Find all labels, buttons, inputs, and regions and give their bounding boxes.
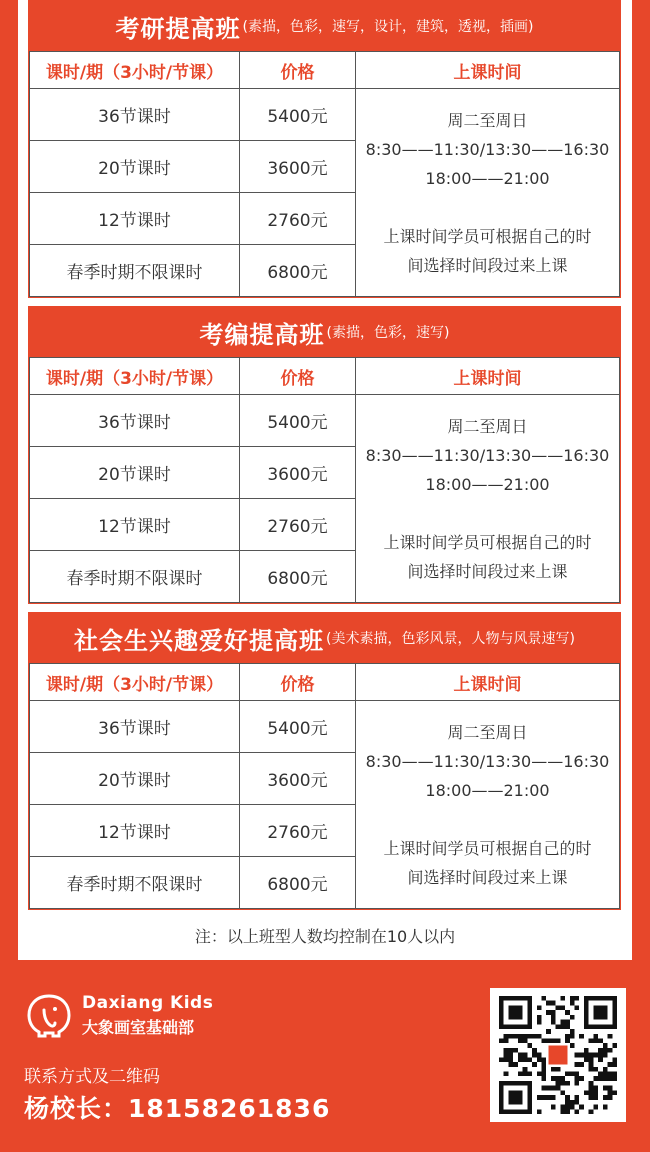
col-header-time: 上课时间 — [356, 664, 620, 701]
row-label: 20节课时 — [30, 447, 240, 499]
class-header — [29, 307, 620, 357]
schedule-note-1: 上课时间学员可根据自己的时 — [383, 226, 592, 246]
class-title: 社会生兴趣爱好提高班 — [74, 626, 325, 655]
row-label: 12节课时 — [30, 499, 240, 551]
elephant-logo-icon — [24, 992, 74, 1038]
row-price: 5400元 — [240, 89, 356, 141]
col-header-time: 上课时间 — [356, 52, 620, 89]
schedule-slot2: 18:00——21:00 — [425, 474, 550, 494]
schedule-days: 周二至周日 — [447, 110, 528, 130]
row-label: 36节课时 — [30, 701, 240, 753]
schedule-days: 周二至周日 — [447, 416, 528, 436]
schedule-slot2: 18:00——21:00 — [425, 168, 550, 188]
schedule-note-2: 间选择时间段过来上课 — [407, 561, 568, 581]
table-row — [30, 395, 620, 447]
row-label: 春季时期不限课时 — [30, 245, 240, 297]
schedule-days: 周二至周日 — [447, 722, 528, 742]
row-price: 3600元 — [240, 753, 356, 805]
table-header-row — [30, 52, 620, 89]
row-label: 36节课时 — [30, 89, 240, 141]
col-header-price: 价格 — [240, 52, 356, 89]
brand-name-en: Daxiang Kids — [82, 992, 214, 1013]
row-label: 20节课时 — [30, 141, 240, 193]
col-header-price: 价格 — [240, 358, 356, 395]
row-label: 12节课时 — [30, 193, 240, 245]
class-title: 考研提高班 — [115, 14, 241, 43]
row-label: 春季时期不限课时 — [30, 857, 240, 909]
col-header-hours: 课时/期（3小时/节课） — [30, 358, 240, 395]
row-price: 6800元 — [240, 857, 356, 909]
price-table — [29, 663, 620, 909]
schedule-slot1: 8:30——11:30/13:30——16:30 — [365, 445, 610, 465]
schedule-slot1: 8:30——11:30/13:30——16:30 — [365, 751, 610, 771]
price-table — [29, 51, 620, 297]
schedule-cell — [356, 89, 620, 297]
table-header-row — [30, 358, 620, 395]
contact-phone: 杨校长：18158261836 — [24, 1094, 331, 1123]
row-price: 5400元 — [240, 395, 356, 447]
schedule-note-1: 上课时间学员可根据自己的时 — [383, 532, 592, 552]
price-table — [29, 357, 620, 603]
table-row — [30, 89, 620, 141]
schedule-note-2: 间选择时间段过来上课 — [407, 867, 568, 887]
class-subtitle: (美术素描，色彩风景，人物与风景速写) — [326, 631, 575, 647]
qr-code-pattern — [498, 996, 618, 1114]
brand-logo — [24, 992, 213, 1038]
col-header-price: 价格 — [240, 664, 356, 701]
schedule-slot2: 18:00——21:00 — [425, 780, 550, 800]
class-header — [29, 613, 620, 663]
class-title: 考编提高班 — [199, 320, 325, 349]
row-price: 5400元 — [240, 701, 356, 753]
row-label: 20节课时 — [30, 753, 240, 805]
col-header-hours: 课时/期（3小时/节课） — [30, 664, 240, 701]
brand-name-cn: 大象画室基础部 — [82, 1017, 195, 1037]
schedule-note-1: 上课时间学员可根据自己的时 — [383, 838, 592, 858]
row-price: 2760元 — [240, 499, 356, 551]
contact-label: 联系方式及二维码 — [24, 1067, 160, 1087]
row-label: 春季时期不限课时 — [30, 551, 240, 603]
schedule-cell — [356, 395, 620, 603]
class-header — [29, 1, 620, 51]
schedule-slot1: 8:30——11:30/13:30——16:30 — [365, 139, 610, 159]
row-label: 36节课时 — [30, 395, 240, 447]
row-label: 12节课时 — [30, 805, 240, 857]
row-price: 3600元 — [240, 447, 356, 499]
col-header-time: 上课时间 — [356, 358, 620, 395]
schedule-note-2: 间选择时间段过来上课 — [407, 255, 568, 275]
row-price: 3600元 — [240, 141, 356, 193]
col-header-hours: 课时/期（3小时/节课） — [30, 52, 240, 89]
row-price: 6800元 — [240, 551, 356, 603]
row-price: 2760元 — [240, 193, 356, 245]
class-subtitle: (素描，色彩，速写，设计，建筑，透视，插画) — [242, 19, 534, 35]
class-block-kaoyan — [28, 0, 621, 298]
class-block-kaobian — [28, 306, 621, 604]
row-price: 2760元 — [240, 805, 356, 857]
table-header-row — [30, 664, 620, 701]
class-subtitle: (素描，色彩，速写) — [326, 325, 450, 341]
table-row — [30, 701, 620, 753]
schedule-cell — [356, 701, 620, 909]
row-price: 6800元 — [240, 245, 356, 297]
price-sheet — [18, 0, 632, 960]
qr-code — [490, 988, 626, 1122]
class-block-hobby — [28, 612, 621, 910]
footnote: 注：以上班型人数均控制在10人以内 — [194, 927, 456, 946]
